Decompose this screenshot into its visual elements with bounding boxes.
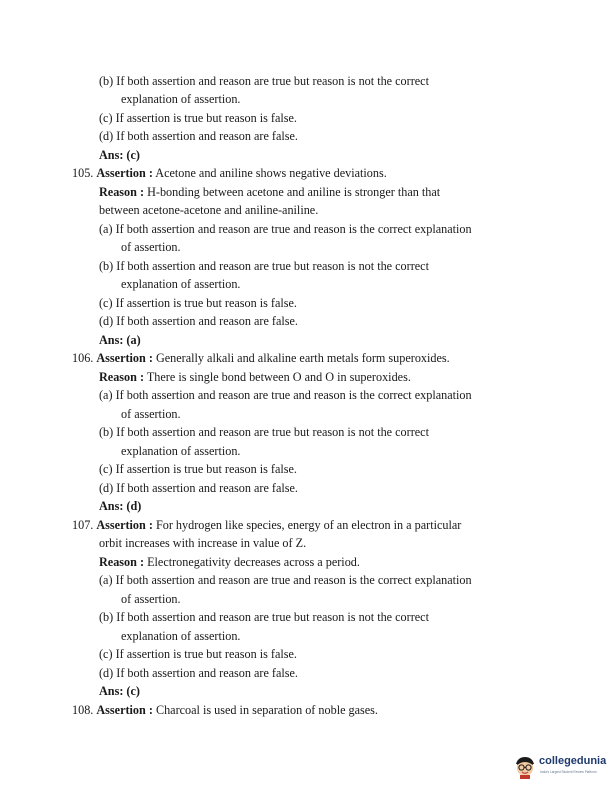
reason-text: There is single bond between O and O in superoxides. xyxy=(146,370,411,384)
question-number: 108. xyxy=(72,703,94,717)
reason-label: Reason : xyxy=(99,370,145,384)
question-107-assertion xyxy=(72,518,461,533)
option-d: (d) If both assertion and reason are false. xyxy=(99,481,298,495)
option-b-line1: (b) If both assertion and reason are true but reason is not the correct xyxy=(99,74,429,88)
option-c: (c) If assertion is true but reason is false. xyxy=(99,462,297,476)
option-c: (c) If assertion is true but reason is false. xyxy=(99,296,297,310)
option-c: (c) If assertion is true but reason is false. xyxy=(99,111,297,125)
answer-104: Ans: (c) xyxy=(99,148,140,162)
assertion-label: Assertion : xyxy=(96,518,153,532)
option-d: (d) If both assertion and reason are false. xyxy=(99,666,298,680)
answer-105: Ans: (a) xyxy=(99,333,141,347)
answer-106: Ans: (d) xyxy=(99,499,142,513)
assertion-text-line2: orbit increases with increase in value of Z. xyxy=(99,536,307,550)
option-c: (c) If assertion is true but reason is false. xyxy=(99,647,297,661)
reason-label: Reason : xyxy=(99,555,145,569)
logo-tagline: India's Largest Student Review Platform xyxy=(540,770,597,774)
reason-text: Electronegativity decreases across a period. xyxy=(147,555,360,569)
option-b-line2: explanation of assertion. xyxy=(121,629,241,643)
question-105-assertion xyxy=(72,166,387,181)
option-a-line2: of assertion. xyxy=(121,240,181,254)
assertion-text: Charcoal is used in separation of noble gases. xyxy=(155,703,378,717)
option-b-line1: (b) If both assertion and reason are true but reason is not the correct xyxy=(99,259,429,273)
question-106-reason xyxy=(99,370,411,385)
question-106-assertion xyxy=(72,351,450,366)
assertion-text: Generally alkali and alkaline earth metals form superoxides. xyxy=(155,351,450,365)
assertion-label: Assertion : xyxy=(96,166,153,180)
question-number: 106. xyxy=(72,351,94,365)
assertion-text: Acetone and aniline shows negative deviations. xyxy=(155,166,387,180)
option-a-line2: of assertion. xyxy=(121,407,181,421)
question-number: 105. xyxy=(72,166,94,180)
question-number: 107. xyxy=(72,518,94,532)
reason-text-line2: between acetone-acetone and aniline-aniline. xyxy=(99,203,319,217)
option-a-line2: of assertion. xyxy=(121,592,181,606)
option-d: (d) If both assertion and reason are false. xyxy=(99,314,298,328)
reason-label: Reason : xyxy=(99,185,145,199)
option-a-line1: (a) If both assertion and reason are true and reason is the correct explanation xyxy=(99,222,472,236)
assertion-text: For hydrogen like species, energy of an electron in a particular xyxy=(155,518,462,532)
question-105-reason xyxy=(99,185,440,200)
option-b-line2: explanation of assertion. xyxy=(121,277,241,291)
option-a-line1: (a) If both assertion and reason are true and reason is the correct explanation xyxy=(99,388,472,402)
option-b-line2: explanation of assertion. xyxy=(121,444,241,458)
mascot-face-icon xyxy=(512,754,538,780)
option-a-line1: (a) If both assertion and reason are true and reason is the correct explanation xyxy=(99,573,472,587)
option-b-line2: explanation of assertion. xyxy=(121,92,241,106)
question-108-assertion xyxy=(72,703,378,718)
option-b-line1: (b) If both assertion and reason are true but reason is not the correct xyxy=(99,610,429,624)
reason-text: H-bonding between acetone and aniline is stronger than that xyxy=(147,185,441,199)
option-b-line1: (b) If both assertion and reason are true but reason is not the correct xyxy=(99,425,429,439)
collegedunia-logo xyxy=(512,750,610,784)
logo-wordmark: collegedunia xyxy=(539,755,607,767)
option-d: (d) If both assertion and reason are false. xyxy=(99,129,298,143)
assertion-label: Assertion : xyxy=(96,703,153,717)
assertion-label: Assertion : xyxy=(96,351,153,365)
question-107-reason xyxy=(99,555,360,570)
answer-107: Ans: (c) xyxy=(99,684,140,698)
